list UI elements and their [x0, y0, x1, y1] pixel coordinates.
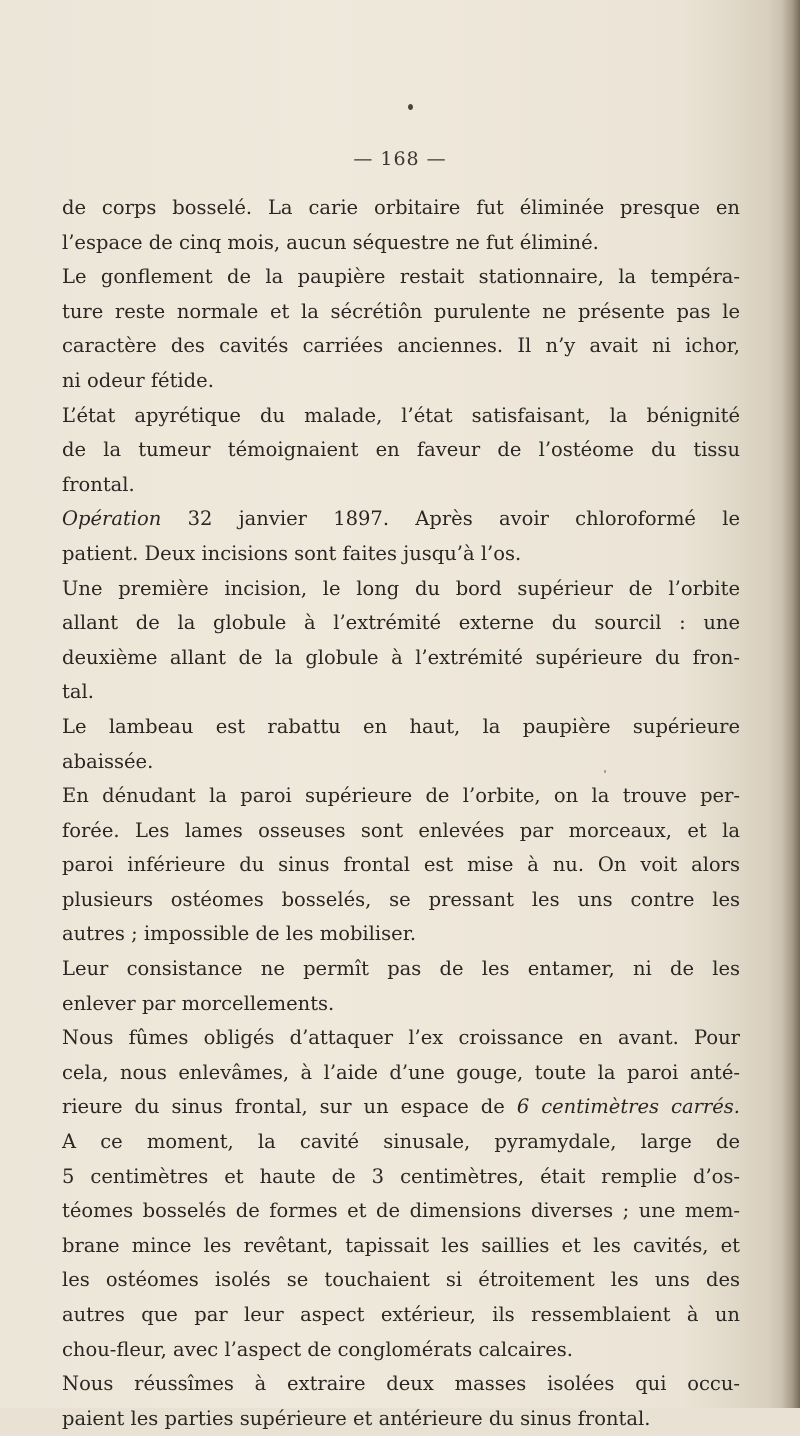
- text-line: [62, 502, 740, 537]
- text-line: [62, 572, 740, 607]
- line-text: 32 janvier 1897. Après avoir chloroformé le: [161, 507, 740, 531]
- text-line: [62, 1090, 740, 1125]
- line-text: caractère des cavités carriées anciennes. Il n’y avait ni ichor,: [62, 334, 740, 358]
- text-line: [62, 191, 740, 226]
- line-text: L’état apyrétique du malade, l’état satisfaisant, la bénignité: [62, 403, 740, 427]
- line-text: Leur consistance ne permît pas de les entamer, ni de les: [62, 957, 740, 981]
- line-text: de corps bosselé. La carie orbitaire fut éliminée presque en: [62, 196, 740, 219]
- line-text: A ce moment, la cavité sinusale, pyramydale, large de: [62, 1130, 740, 1154]
- text-line: [62, 675, 740, 710]
- text-line: [62, 399, 740, 434]
- line-text: rieure du sinus frontal, sur un espace de: [62, 1095, 517, 1119]
- line-text: abaissée.: [62, 749, 154, 773]
- line-text: autres que par leur aspect extérieur, ils ressemblaient à un: [62, 1303, 740, 1326]
- ink-speck: [604, 770, 606, 773]
- text-line: [62, 745, 740, 780]
- line-text: paroi inférieure du sinus frontal est mise à nu. On voit alors: [62, 853, 740, 877]
- text-line: [62, 710, 740, 745]
- text-line: [62, 1229, 740, 1264]
- text-line: [62, 260, 740, 295]
- text-line: [62, 226, 740, 261]
- line-text: brane mince les revêtant, tapissait les saillies et les cavités, et: [62, 1233, 740, 1257]
- text-line: [62, 1056, 740, 1091]
- line-text: enlever par morcellements.: [62, 991, 335, 1015]
- text-line: [62, 295, 740, 330]
- text-line: [62, 1298, 740, 1333]
- text-line: [62, 987, 740, 1022]
- text-line: [62, 1333, 740, 1368]
- line-text: Le lambeau est rabattu en haut, la paupière supérieure: [62, 714, 740, 738]
- page-edge-shadow: [782, 0, 800, 1408]
- line-text: allant de la globule à l’extrémité externe du sourcil : une: [62, 611, 740, 635]
- line-text: autres ; impossible de les mobiliser.: [62, 922, 417, 946]
- text-line: [62, 848, 740, 883]
- line-text: plusieurs ostéomes bosselés, se pressant les uns contre les: [62, 887, 740, 911]
- line-text: cela, nous enlevâmes, à l’aide d’une gouge, toute la paroi anté-: [62, 1060, 740, 1084]
- text-line: [62, 1194, 740, 1229]
- text-line: [62, 917, 740, 952]
- text-line: [62, 468, 740, 503]
- body-text: [62, 191, 740, 1436]
- line-text: forée. Les lames osseuses sont enlevées par morceaux, et la: [62, 818, 740, 842]
- text-line: [62, 364, 740, 399]
- text-line: [62, 883, 740, 918]
- line-text: frontal.: [62, 472, 135, 496]
- line-text: Nous réussîmes à extraire deux masses isolées qui occu-: [62, 1372, 740, 1396]
- text-line: [62, 537, 740, 572]
- line-text: Une première incision, le long du bord supérieur de l’orbite: [62, 576, 740, 600]
- line-text: Le gonflement de la paupière restait stationnaire, la tempéra-: [62, 265, 740, 289]
- ink-speck: [408, 104, 413, 110]
- line-text: paient les parties supérieure et antérieure du sinus frontal.: [62, 1406, 651, 1430]
- text-line: [62, 1263, 740, 1298]
- line-text: de la tumeur témoignaient en faveur de l’ostéome du tissu: [62, 438, 740, 462]
- line-text: téomes bosselés de formes et de dimensions diverses ; une mem-: [62, 1199, 740, 1223]
- line-text: les ostéomes isolés se touchaient si étroitement les uns des: [62, 1268, 740, 1292]
- line-text: patient. Deux incisions sont faites jusqu’à l’os.: [62, 541, 522, 565]
- text-line: [62, 814, 740, 849]
- page-number: — 168 —: [353, 148, 447, 170]
- text-line: [62, 779, 740, 814]
- line-text: 5 centimètres et haute de 3 centimètres, était remplie d’os-: [62, 1164, 740, 1188]
- line-text: chou-fleur, avec l’aspect de conglomérats calcaires.: [62, 1337, 573, 1361]
- text-line: [62, 1402, 740, 1436]
- line-text: deuxième allant de la globule à l’extrémité supérieure du fron-: [62, 645, 740, 669]
- line-text: ture reste normale et la sécrétiôn purulente ne présente pas le: [62, 299, 740, 323]
- text-line: [62, 1160, 740, 1195]
- text-line: [62, 433, 740, 468]
- line-text: Nous fûmes obligés d’attaquer l’ex croissance en avant. Pour: [62, 1026, 740, 1050]
- text-line: [62, 329, 740, 364]
- line-text: En dénudant la paroi supérieure de l’orbite, on la trouve per-: [62, 784, 740, 808]
- line-text: tal.: [62, 680, 94, 704]
- line-text: ni odeur fétide.: [62, 368, 214, 392]
- text-line: [62, 952, 740, 987]
- text-line: [62, 1367, 740, 1402]
- text-line: [62, 1021, 740, 1056]
- line-text: l’espace de cinq mois, aucun séquestre ne fut éliminé.: [62, 230, 599, 254]
- italic-text: Opération: [62, 507, 162, 531]
- text-line: [62, 1125, 740, 1160]
- text-line: [62, 641, 740, 676]
- italic-text: 6 centimètres carrés.: [516, 1095, 740, 1119]
- text-line: [62, 606, 740, 641]
